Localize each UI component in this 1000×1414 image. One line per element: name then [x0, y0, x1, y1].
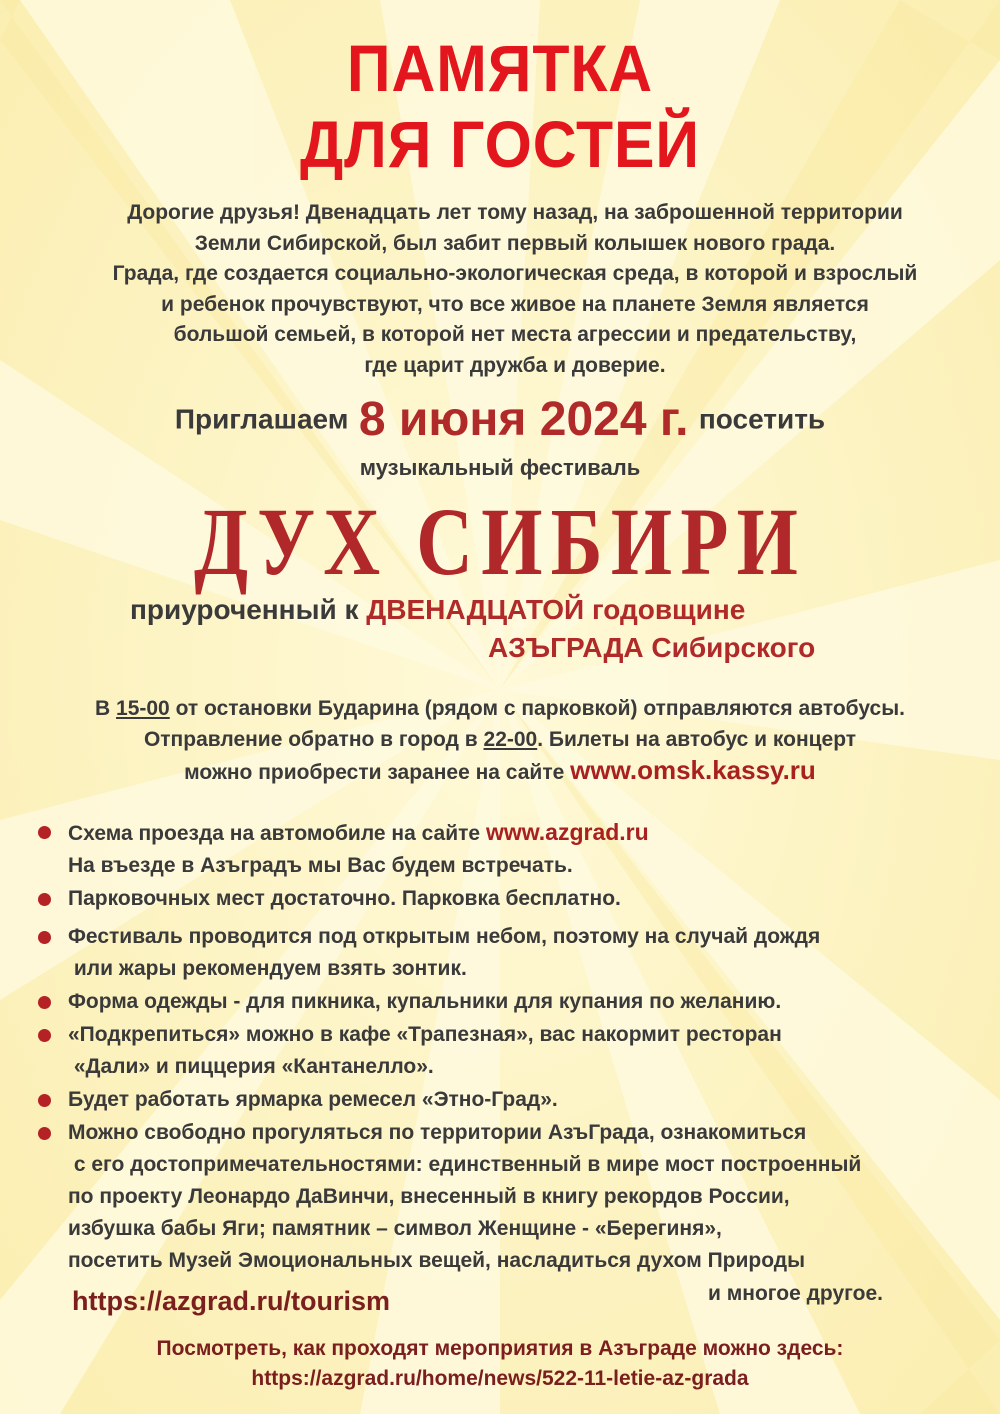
bullet-text: с его достопримечательностями: единственный в мире мост построенный [68, 1153, 862, 1176]
tickets-link[interactable]: www.omsk.kassy.ru [570, 755, 816, 785]
bullet-text: «Дали» и пиццерия «Кантанелло». [68, 1055, 434, 1078]
footer [0, 1334, 1000, 1394]
bullet-text: или жары рекомендуем взять зонтик. [68, 957, 467, 980]
bullet-text: Форма одежды - для пикника, купальники для купания по желанию. [68, 990, 782, 1013]
festival-label: музыкальный фестиваль [359, 455, 641, 480]
anniversary-prefix: приуроченный к [130, 594, 359, 625]
bullet-dot-icon [38, 1127, 51, 1140]
bullet-text: по проекту Леонардо ДаВинчи, внесенный в книгу рекордов России, [68, 1185, 790, 1208]
bullet-dot-icon [38, 893, 51, 906]
transport-text: . Билеты на автобус и концерт [537, 728, 857, 751]
footer-text: Посмотреть, как проходят мероприятия в Азъграде можно здесь: [156, 1337, 844, 1360]
anniversary-highlight: ДВЕНАДЦАТОЙ годовщине [366, 594, 746, 625]
bullet-dot-icon [38, 826, 51, 839]
bullet-dot-icon [38, 931, 51, 944]
departure-time: 15-00 [116, 697, 170, 720]
intro-line: и ребенок прочувствуют, что все живое на планете Земля является [161, 292, 869, 316]
bullet-text: Схема проезда на автомобиле на сайте [68, 822, 481, 845]
title-line-1: ПАМЯТКА [346, 31, 654, 105]
invitation-line [0, 392, 1000, 447]
transport-text: можно приобрести заранее на сайте [184, 761, 565, 784]
intro-line: Града, где создается социально-экологическая среда, в которой и взрослый [112, 262, 918, 285]
bullet-text: «Подкрепиться» можно в кафе «Трапезная», вас накормит ресторан [68, 1023, 782, 1046]
bullet-text: На въезде в Азъградъ мы Вас будем встречать. [68, 854, 573, 877]
bullet-text: Будет работать ярмарка ремесел «Этно-Град». [68, 1088, 558, 1111]
intro-line: Земли Сибирской, был забит первый колышек нового града. [194, 231, 836, 255]
title-line-2: ДЛЯ ГОСТЕЙ [300, 107, 700, 181]
news-link[interactable]: https://azgrad.ru/home/news/522-11-letie-az-grada [251, 1367, 749, 1390]
bullet-dot-icon [38, 1094, 51, 1107]
intro-line: большой семьей, в которой нет места агрессии и предательству, [173, 323, 857, 346]
and-more-text: и многое другое. [708, 1282, 883, 1305]
bullet-text: Парковочных мест достаточно. Парковка бесплатно. [68, 887, 621, 910]
intro-paragraph [40, 198, 990, 381]
festival-name: ДУХ СИБИРИ [193, 488, 807, 595]
transport-line-2 [0, 724, 1000, 755]
transport-line-1 [0, 693, 1000, 724]
bullet-dot-icon [38, 1029, 51, 1042]
invitation-suffix: посетить [698, 403, 826, 435]
bullet-text: избушка бабы Яги; памятник – символ Женщине - «Берегиня», [68, 1217, 722, 1240]
transport-text: Отправление обратно в город в [143, 728, 478, 751]
invitation-prefix: Приглашаем [174, 403, 349, 435]
tourism-link[interactable]: https://azgrad.ru/tourism [72, 1286, 391, 1316]
event-date: 8 июня 2024 г. [358, 393, 689, 446]
transport-text: В [95, 697, 111, 720]
anniversary-line-2: АЗЪГРАДА Сибирского [488, 632, 816, 663]
bullet-text: Можно свободно прогуляться по территории АзъГрада, ознакомиться [68, 1121, 807, 1144]
intro-line: где царит дружба и доверие. [364, 353, 666, 377]
intro-line: Дорогие друзья! Двенадцать лет тому назад, на заброшенной территории [127, 201, 903, 224]
transport-text: от остановки Бударина (рядом с парковкой) отправляются автобусы. [175, 697, 905, 720]
bullet-dot-icon [38, 996, 51, 1009]
transport-line-3 [0, 755, 1000, 788]
bullet-text: Фестиваль проводится под открытым небом, поэтому на случай дождя [68, 925, 821, 948]
bullet-text: посетить Музей Эмоциональных вещей, насладиться духом Природы [68, 1249, 806, 1272]
azgrad-link[interactable]: www.azgrad.ru [485, 819, 649, 845]
anniversary-line-1 [130, 594, 745, 626]
transport-info [0, 693, 1000, 788]
return-time: 22-00 [483, 728, 538, 751]
